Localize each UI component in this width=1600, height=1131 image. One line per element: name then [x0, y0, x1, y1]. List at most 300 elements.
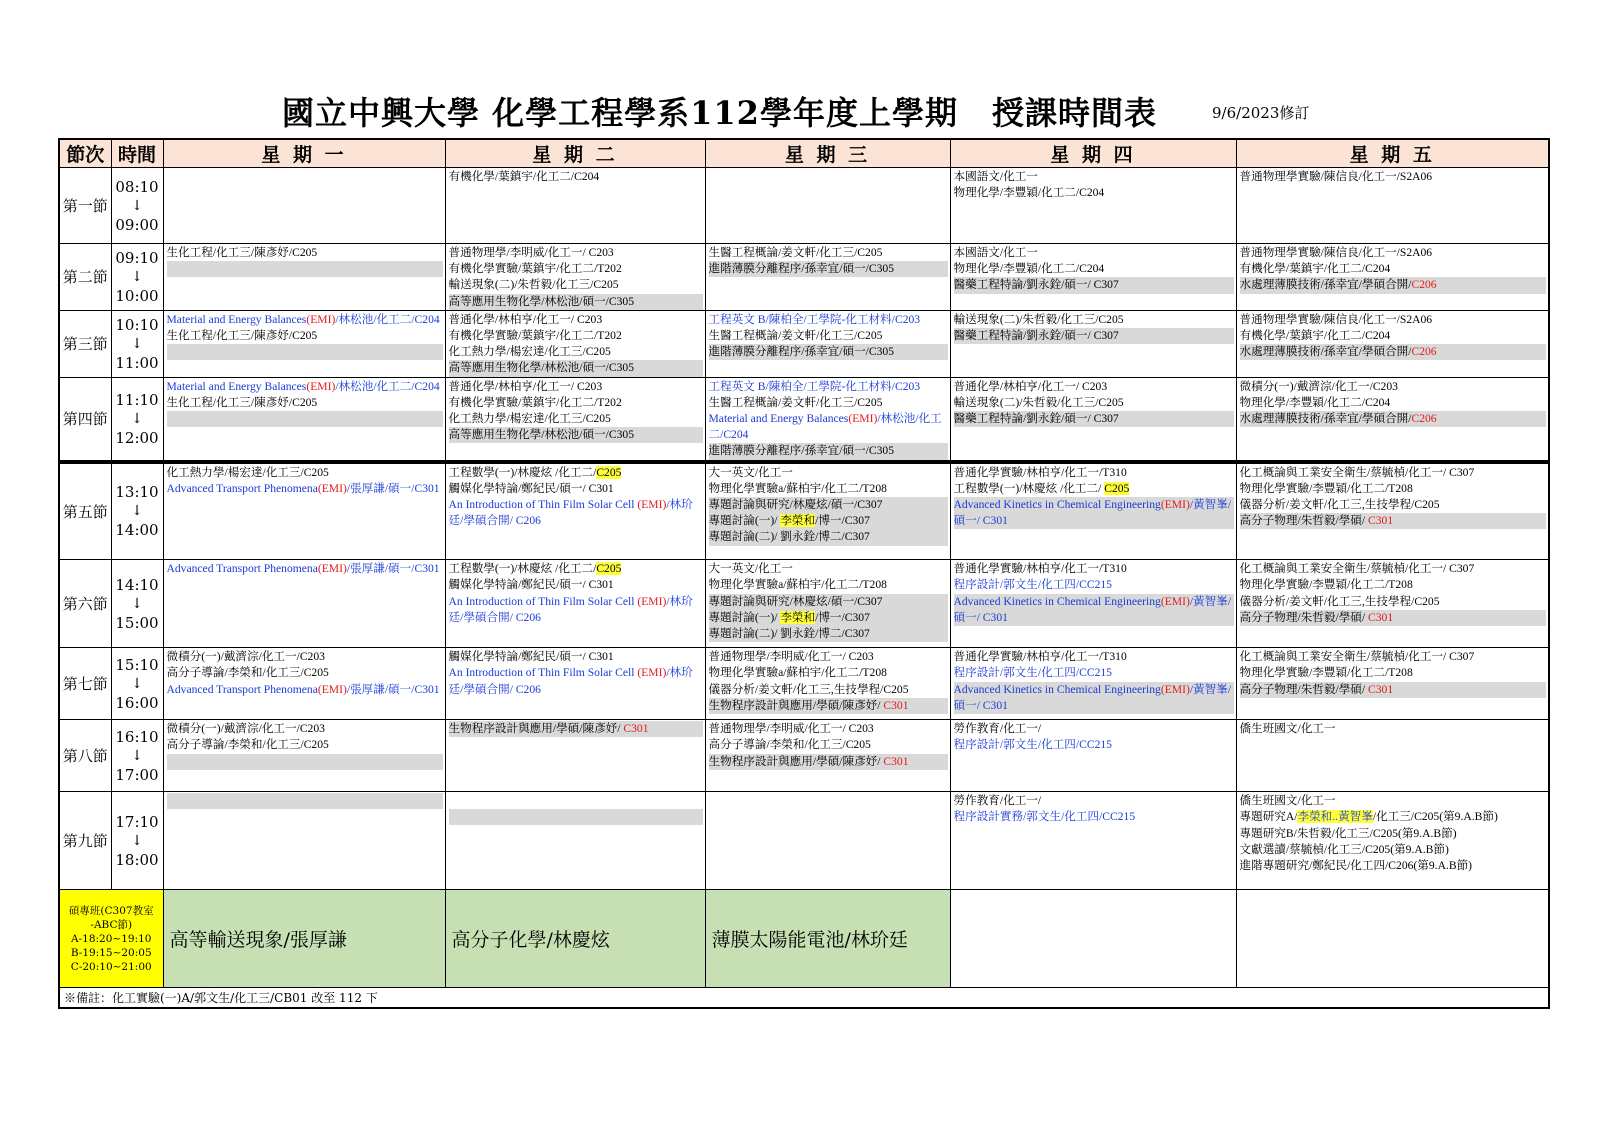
down-arrow-icon: ↓	[131, 268, 143, 285]
down-arrow-icon: ↓	[131, 410, 143, 427]
emi-tag: (EMI)	[637, 666, 667, 680]
course-entry	[449, 561, 703, 577]
course-text: /博一/C307	[815, 610, 870, 624]
cell-thu	[950, 244, 1236, 311]
room-text: C206	[1411, 345, 1437, 359]
course-entry: 輸送現象(二)/朱哲毅/化工三/C205	[953, 312, 1124, 326]
cell-thu	[950, 462, 1236, 560]
course-entry: 大一英文/化工一	[708, 465, 793, 479]
period-time	[111, 720, 163, 792]
course-entry: 物理化學實驗a/蘇柏宇/化工二/T208	[708, 578, 887, 592]
course-entry	[1240, 610, 1547, 626]
course-text: Material and Energy Balances	[708, 412, 849, 426]
cell-tue	[445, 244, 705, 311]
masters-empty-fri	[1236, 890, 1549, 988]
course-text: /張厚謙/碩一/C301	[346, 562, 440, 576]
course-text: /林松池/化工二/C204	[708, 412, 942, 442]
course-entry	[449, 497, 703, 529]
period-row-2	[59, 244, 1549, 311]
period-row-6	[59, 560, 1549, 648]
course-entry	[167, 312, 443, 328]
course-entry: 物理化學實驗/李豐穎/化工二/T208	[1239, 481, 1413, 495]
course-text: An Introduction of Thin Film Solar Cell	[448, 666, 638, 680]
course-entry: 物理化學實驗a/蘇柏宇/化工二/T208	[708, 666, 887, 680]
course-text: /林松池/化工二/C204	[335, 312, 440, 326]
cell-wed	[705, 462, 950, 560]
emi-tag: (EMI)	[1160, 498, 1190, 512]
course-text: Material and Energy Balances	[166, 379, 307, 393]
cell-thu	[950, 310, 1236, 377]
time-end: 16:00	[115, 693, 159, 712]
cell-mon	[163, 792, 445, 890]
period-time	[111, 244, 163, 311]
cell-tue	[445, 792, 705, 890]
cell-fri	[1236, 560, 1549, 648]
title-bar	[0, 88, 1600, 134]
emi-tag: (EMI)	[1160, 594, 1190, 608]
course-entry: 程序設計/郭文生/化工四/CC215	[953, 578, 1112, 592]
note-row	[59, 988, 1549, 1009]
period-label: 第六節	[59, 560, 111, 648]
time-start: 14:10	[115, 575, 159, 594]
down-arrow-icon: ↓	[131, 503, 143, 520]
cell-thu	[950, 648, 1236, 720]
course-entry	[954, 682, 1234, 714]
course-entry: 醫藥工程特論/劉永銓/碩一/ C307	[954, 277, 1234, 293]
course-entry	[709, 754, 948, 770]
down-arrow-icon: ↓	[131, 595, 143, 612]
course-entry: 普通化學/林柏亨/化工一/ C203	[448, 312, 603, 326]
col-header-wed: 星 期 三	[705, 139, 950, 168]
course-entry: 進階薄膜分離程序/孫幸宜/碩一/C305	[709, 443, 948, 459]
course-text: 專題討論(一)/	[708, 610, 781, 624]
course-text: 專題討論(一)/	[708, 514, 781, 528]
course-entry: 生化工程/化工三/陳彥妤/C205	[166, 329, 318, 343]
period-time	[111, 560, 163, 648]
course-entry: 普通化學/林柏亨/化工一/ C203	[953, 379, 1108, 393]
course-text: /黃智峯/碩一/ C301	[953, 594, 1232, 624]
cell-mon	[163, 462, 445, 560]
course-entry	[709, 513, 948, 529]
cell-thu	[950, 720, 1236, 792]
course-entry	[167, 561, 443, 577]
emi-tag: (EMI)	[306, 379, 336, 393]
time-start: 13:10	[115, 483, 159, 502]
room-text: C301	[1368, 514, 1394, 528]
name-highlight: 李榮和	[780, 514, 816, 528]
course-text: 專題研究A/	[1239, 810, 1298, 824]
course-entry: 生化工程/化工三/陳彥妤/C205	[166, 246, 318, 259]
cell-tue	[445, 377, 705, 462]
period-time	[111, 648, 163, 720]
time-end: 09:00	[115, 215, 159, 234]
course-entry: 微積分(一)/戴濟淙/化工一/C203	[166, 722, 325, 736]
course-text: Advanced Transport Phenomena	[166, 481, 318, 495]
course-entry: 微積分(一)/戴濟淙/化工一/C203	[166, 650, 325, 664]
course-entry: 普通化學/林柏亨/化工一/ C203	[448, 379, 603, 393]
course-entry: 觸媒化學特論/鄭紀民/碩一/ C301	[448, 650, 614, 664]
course-entry: 生醫工程概論/姜文軒/化工三/C205	[708, 246, 883, 259]
period-time	[111, 310, 163, 377]
title-sub: 授課時間表	[991, 94, 1157, 132]
course-entry: 文獻選讀/蔡毓楨/化工三/C205(第9.A.B節)	[1239, 842, 1449, 856]
course-text: 工程數學(一)/林慶炫 /化工二/	[953, 481, 1105, 495]
course-entry: 物理化學實驗/李豐穎/化工二/T208	[1239, 578, 1413, 592]
masters-label-line: -ABC節)	[90, 918, 133, 931]
course-entry: 有機化學實驗/葉鎮宇/化工二/T202	[448, 262, 622, 276]
course-entry: 物理化學實驗a/蘇柏宇/化工二/T208	[708, 481, 887, 495]
cell-mon	[163, 168, 445, 244]
course-entry: 普通物理學/李明威/化工一/ C203	[708, 650, 874, 664]
course-entry: 化工概論與工業安全衛生/蔡毓楨/化工一/ C307	[1239, 650, 1475, 664]
cell-tue	[445, 462, 705, 560]
cell-wed	[705, 560, 950, 648]
room-text: C206	[1411, 278, 1437, 292]
masters-course-mon: 高等輸送現象/張厚謙	[163, 890, 445, 988]
course-entry: 化工熱力學/楊宏達/化工三/C205	[448, 345, 611, 359]
course-entry	[167, 411, 443, 427]
time-end: 10:00	[115, 286, 159, 305]
course-entry: 專題討論與研究/林慶炫/碩一/C307	[709, 594, 948, 610]
cell-mon	[163, 720, 445, 792]
course-entry: 醫藥工程特論/劉永銓/碩一/ C307	[954, 411, 1234, 427]
down-arrow-icon: ↓	[131, 675, 143, 692]
course-entry	[1240, 682, 1547, 698]
period-label: 第二節	[59, 244, 111, 311]
masters-course-wed: 薄膜太陽能電池/林玠廷	[705, 890, 950, 988]
course-text: An Introduction of Thin Film Solar Cell	[448, 498, 638, 512]
cell-tue	[445, 720, 705, 792]
room-text: C301	[1368, 682, 1394, 696]
timetable	[58, 138, 1550, 1009]
masters-empty-thu	[950, 890, 1236, 988]
course-entry: 有機化學/葉鎮宇/化工二/C204	[1239, 329, 1391, 343]
course-entry: 儀器分析/姜文軒/化工三,生技學程/C205	[1239, 498, 1440, 512]
course-entry	[167, 754, 443, 770]
time-end: 17:00	[115, 765, 159, 784]
col-header-fri: 星 期 五	[1236, 139, 1549, 168]
course-text: 高分子物理/朱哲毅/學碩/	[1239, 514, 1369, 528]
cell-fri	[1236, 310, 1549, 377]
course-entry	[709, 610, 948, 626]
course-entry: 專題討論(二)/ 劉永銓/博二/C307	[709, 529, 948, 545]
masters-slot-b: B-19:15~20:05	[70, 946, 152, 959]
course-text: /林玠廷/學碩合開/ C206	[448, 498, 693, 528]
title-main: 國立中興大學 化學工程學系112學年度上學期	[282, 94, 958, 132]
emi-tag: (EMI)	[1160, 682, 1190, 696]
cell-thu	[950, 560, 1236, 648]
course-entry: 高分子導論/李榮和/化工三/C205	[708, 738, 871, 752]
cell-fri	[1236, 244, 1549, 311]
course-entry: 高等應用生物化學/林松池/碩一/C305	[449, 360, 703, 376]
course-entry: 化工熱力學/楊宏達/化工三/C205	[166, 465, 329, 479]
course-entry: 高等應用生物化學/林松池/碩一/C305	[449, 427, 703, 443]
masters-row	[59, 890, 1549, 988]
course-entry: 程序設計實務/郭文生/化工四/CC215	[953, 810, 1136, 824]
course-entry: 有機化學實驗/葉鎮宇/化工二/T202	[448, 395, 622, 409]
course-entry: 普通化學實驗/林柏亨/化工一/T310	[953, 465, 1127, 479]
course-entry	[449, 721, 703, 737]
course-entry	[1240, 809, 1547, 825]
course-entry: 進階薄膜分離程序/孫幸宜/碩一/C305	[709, 261, 948, 277]
course-entry: 專題討論與研究/林慶炫/碩一/C307	[709, 497, 948, 513]
course-text: Advanced Kinetics in Chemical Engineering	[953, 682, 1161, 696]
period-row-7	[59, 648, 1549, 720]
course-text: /黃智峯/碩一/ C301	[953, 498, 1232, 528]
cell-fri	[1236, 168, 1549, 244]
course-text: /張厚謙/碩一/C301	[346, 682, 440, 696]
course-entry: 輸送現象(二)/朱哲毅/化工三/C205	[448, 278, 619, 292]
course-entry: 程序設計/郭文生/化工四/CC215	[953, 666, 1112, 680]
course-entry: 普通化學實驗/林柏亨/化工一/T310	[953, 650, 1127, 664]
period-label: 第三節	[59, 310, 111, 377]
time-end: 18:00	[115, 850, 159, 869]
course-entry	[1240, 277, 1547, 293]
course-entry	[1240, 411, 1547, 427]
course-entry: 僑生班國文/化工一	[1239, 722, 1336, 736]
cell-fri	[1236, 462, 1549, 560]
course-entry: 普通物理學實驗/陳信良/化工一/S2A06	[1239, 246, 1433, 259]
time-start: 09:10	[115, 248, 159, 267]
course-text: 高分子物理/朱哲毅/學碩/	[1239, 610, 1369, 624]
cell-tue	[445, 648, 705, 720]
cell-mon	[163, 377, 445, 462]
course-entry: 進階薄膜分離程序/孫幸宜/碩一/C305	[709, 344, 948, 360]
course-entry: 化工概論與工業安全衛生/蔡毓楨/化工一/ C307	[1239, 562, 1475, 576]
cell-wed	[705, 648, 950, 720]
course-entry: 物理化學實驗/李豐穎/化工二/T208	[1239, 666, 1413, 680]
course-text: 工程數學(一)/林慶炫 /化工二/	[448, 465, 597, 479]
emi-tag: (EMI)	[637, 594, 667, 608]
course-entry: 有機化學/葉鎮宇/化工二/C204	[1239, 262, 1391, 276]
cell-wed	[705, 720, 950, 792]
course-entry	[449, 809, 703, 825]
course-text: Material and Energy Balances	[166, 312, 307, 326]
course-entry: 化工熱力學/楊宏達/化工三/C205	[448, 412, 611, 426]
room-text: C206	[1411, 412, 1437, 426]
period-row-1	[59, 168, 1549, 244]
time-end: 15:00	[115, 613, 159, 632]
course-text: 水處理薄膜技術/孫幸宜/學碩合開/	[1239, 345, 1412, 359]
down-arrow-icon: ↓	[131, 832, 143, 849]
period-time	[111, 377, 163, 462]
time-end: 14:00	[115, 521, 159, 540]
period-label: 第四節	[59, 377, 111, 462]
course-entry: 專題討論(二)/ 劉永銓/博二/C307	[709, 626, 948, 642]
time-start: 15:10	[115, 655, 159, 674]
course-entry: 普通化學實驗/林柏亨/化工一/T310	[953, 562, 1127, 576]
period-row-5	[59, 462, 1549, 560]
room-highlight: C205	[1104, 481, 1130, 495]
course-entry: 輸送現象(二)/朱哲毅/化工三/C205	[953, 395, 1124, 409]
course-entry: 化工概論與工業安全衛生/蔡毓楨/化工一/ C307	[1239, 465, 1475, 479]
cell-tue	[445, 168, 705, 244]
course-entry: 生化工程/化工三/陳彥妤/C205	[166, 395, 318, 409]
course-entry: 物理化學/李豐穎/化工二/C204	[953, 186, 1105, 200]
emi-tag: (EMI)	[317, 682, 347, 696]
cell-wed	[705, 244, 950, 311]
period-time	[111, 168, 163, 244]
time-start: 17:10	[115, 812, 159, 831]
course-text: /黃智峯/碩一/ C301	[953, 682, 1232, 712]
course-entry	[167, 793, 443, 809]
course-entry: 儀器分析/姜文軒/化工三,生技學程/C205	[1239, 594, 1440, 608]
course-entry: 儀器分析/姜文軒/化工三,生技學程/C205	[708, 682, 909, 696]
course-entry: 高分子導論/李榮和/化工三/C205	[166, 738, 329, 752]
time-start: 10:10	[115, 315, 159, 334]
course-entry: 物理化學/李豐穎/化工二/C204	[953, 262, 1105, 276]
course-entry	[449, 465, 703, 481]
col-header-period: 節次	[59, 139, 111, 168]
course-entry	[167, 682, 443, 698]
course-entry: 本國語文/化工一	[953, 246, 1038, 259]
course-text: 水處理薄膜技術/孫幸宜/學碩合開/	[1239, 278, 1412, 292]
course-entry: 高等應用生物化學/林松池/碩一/C305	[449, 294, 703, 310]
period-time	[111, 462, 163, 560]
emi-tag: (EMI)	[306, 312, 336, 326]
period-row-9	[59, 792, 1549, 890]
cell-thu	[950, 168, 1236, 244]
course-entry: 程序設計/郭文生/化工四/CC215	[953, 738, 1112, 752]
masters-slot-c: C-20:10~21:00	[70, 960, 152, 973]
course-entry: 微積分(一)/戴濟淙/化工一/C203	[1239, 379, 1398, 393]
course-entry: 工程英文 B/陳柏全/工學院-化工材料/C203	[708, 379, 921, 393]
emi-tag: (EMI)	[637, 498, 667, 512]
room-text: C301	[883, 698, 909, 712]
course-entry	[709, 411, 948, 443]
time-end: 12:00	[115, 428, 159, 447]
course-entry: 普通物理學實驗/陳信良/化工一/S2A06	[1239, 170, 1433, 183]
course-text: Advanced Kinetics in Chemical Engineering	[953, 498, 1161, 512]
period-label: 第九節	[59, 792, 111, 890]
course-entry: 勞作教育/化工一/	[953, 722, 1042, 736]
down-arrow-icon: ↓	[131, 335, 143, 352]
cell-fri	[1236, 720, 1549, 792]
course-entry: 有機化學/葉鎮宇/化工二/C204	[448, 170, 600, 183]
footnote: ※備註：化工實驗(一)A/郭文生/化工三/CB01 改至 112 下	[59, 988, 1549, 1009]
course-text: /博一/C307	[815, 514, 870, 528]
cell-tue	[445, 560, 705, 648]
course-text: /林玠廷/學碩合開/ C206	[448, 666, 693, 696]
period-row-4	[59, 377, 1549, 462]
period-time	[111, 792, 163, 890]
cell-mon	[163, 648, 445, 720]
period-label: 第七節	[59, 648, 111, 720]
cell-tue	[445, 310, 705, 377]
cell-mon	[163, 560, 445, 648]
emi-tag: (EMI)	[317, 562, 347, 576]
col-header-tue: 星 期 二	[445, 139, 705, 168]
course-entry	[167, 481, 443, 497]
course-text: 工程數學(一)/林慶炫 /化工二/	[448, 562, 597, 576]
period-label: 第五節	[59, 462, 111, 560]
course-entry	[167, 344, 443, 360]
course-text: /林松池/化工二/C204	[335, 379, 440, 393]
course-text: 高分子物理/朱哲毅/學碩/	[1239, 682, 1369, 696]
cell-thu	[950, 377, 1236, 462]
course-text: 生物程序設計與應用/學碩/陳彥妤/	[448, 722, 624, 736]
header-row	[59, 139, 1549, 168]
course-entry: 大一英文/化工一	[708, 562, 793, 576]
masters-slot-a: A-18:20~19:10	[71, 932, 152, 945]
course-entry: 工程英文 B/陳柏全/工學院-化工材料/C203	[708, 312, 921, 326]
masters-label-line: 碩專班(C307教室	[68, 904, 154, 917]
course-entry	[449, 594, 703, 626]
course-text: Advanced Transport Phenomena	[166, 562, 318, 576]
course-entry: 醫藥工程特論/劉永銓/碩一/ C307	[954, 328, 1234, 344]
cell-fri	[1236, 792, 1549, 890]
course-entry: 高分子導論/李榮和/化工三/C205	[166, 666, 329, 680]
course-text: An Introduction of Thin Film Solar Cell	[448, 594, 638, 608]
room-highlight: C205	[596, 562, 622, 576]
cell-wed	[705, 792, 950, 890]
period-label: 第一節	[59, 168, 111, 244]
course-text: /林玠廷/學碩合開/ C206	[448, 594, 693, 624]
course-text: 生物程序設計與應用/學碩/陳彥妤/	[708, 698, 884, 712]
course-entry: 物理化學/李豐穎/化工二/C204	[1239, 395, 1391, 409]
time-start: 16:10	[115, 727, 159, 746]
cell-mon	[163, 310, 445, 377]
course-entry: 有機化學實驗/葉鎮宇/化工二/T202	[448, 329, 622, 343]
course-text: Advanced Transport Phenomena	[166, 682, 318, 696]
page-title	[282, 88, 1157, 134]
room-text: C301	[623, 722, 649, 736]
masters-label	[59, 890, 163, 988]
room-text: C301	[1368, 610, 1394, 624]
cell-wed	[705, 310, 950, 377]
cell-mon	[163, 244, 445, 311]
course-entry: 普通物理學實驗/陳信良/化工一/S2A06	[1239, 312, 1433, 326]
course-entry: 進階專題研究/鄭紀民/化工四/C206(第9.A.B節)	[1239, 858, 1473, 872]
col-header-time: 時間	[111, 139, 163, 168]
cell-thu	[950, 792, 1236, 890]
cell-wed	[705, 377, 950, 462]
course-entry: 觸媒化學特論/鄭紀民/碩一/ C301	[448, 578, 614, 592]
course-entry: 觸媒化學特論/鄭紀民/碩一/ C301	[448, 481, 614, 495]
course-text: Advanced Kinetics in Chemical Engineering	[953, 594, 1161, 608]
cell-fri	[1236, 377, 1549, 462]
room-text: C301	[883, 754, 909, 768]
course-entry: 普通物理學/李明威/化工一/ C203	[448, 246, 614, 259]
period-row-3	[59, 310, 1549, 377]
time-start: 08:10	[115, 177, 159, 196]
course-entry	[167, 379, 443, 395]
course-entry	[709, 698, 948, 714]
time-start: 11:10	[115, 390, 159, 409]
course-entry: 本國語文/化工一	[953, 170, 1038, 183]
course-entry: 僑生班國文/化工一	[1239, 794, 1336, 808]
down-arrow-icon: ↓	[131, 197, 143, 214]
name-highlight: 李榮和	[780, 610, 816, 624]
course-entry	[954, 481, 1234, 497]
course-entry	[1240, 513, 1547, 529]
period-label: 第八節	[59, 720, 111, 792]
course-entry: 專題研究B/朱哲毅/化工三/C205(第9.A.B節)	[1239, 826, 1457, 840]
emi-tag: (EMI)	[848, 412, 878, 426]
emi-tag: (EMI)	[317, 481, 347, 495]
time-end: 11:00	[115, 353, 159, 372]
col-header-thu: 星 期 四	[950, 139, 1236, 168]
name-highlight: 李榮和..黃智峯	[1297, 810, 1373, 824]
cell-wed	[705, 168, 950, 244]
period-row-8	[59, 720, 1549, 792]
course-text: /化工三/C205(第9.A.B節)	[1372, 810, 1498, 824]
course-text: 生物程序設計與應用/學碩/陳彥妤/	[708, 754, 884, 768]
course-entry	[954, 594, 1234, 626]
down-arrow-icon: ↓	[131, 747, 143, 764]
course-entry: 普通物理學/李明威/化工一/ C203	[708, 722, 874, 736]
course-entry	[954, 497, 1234, 529]
